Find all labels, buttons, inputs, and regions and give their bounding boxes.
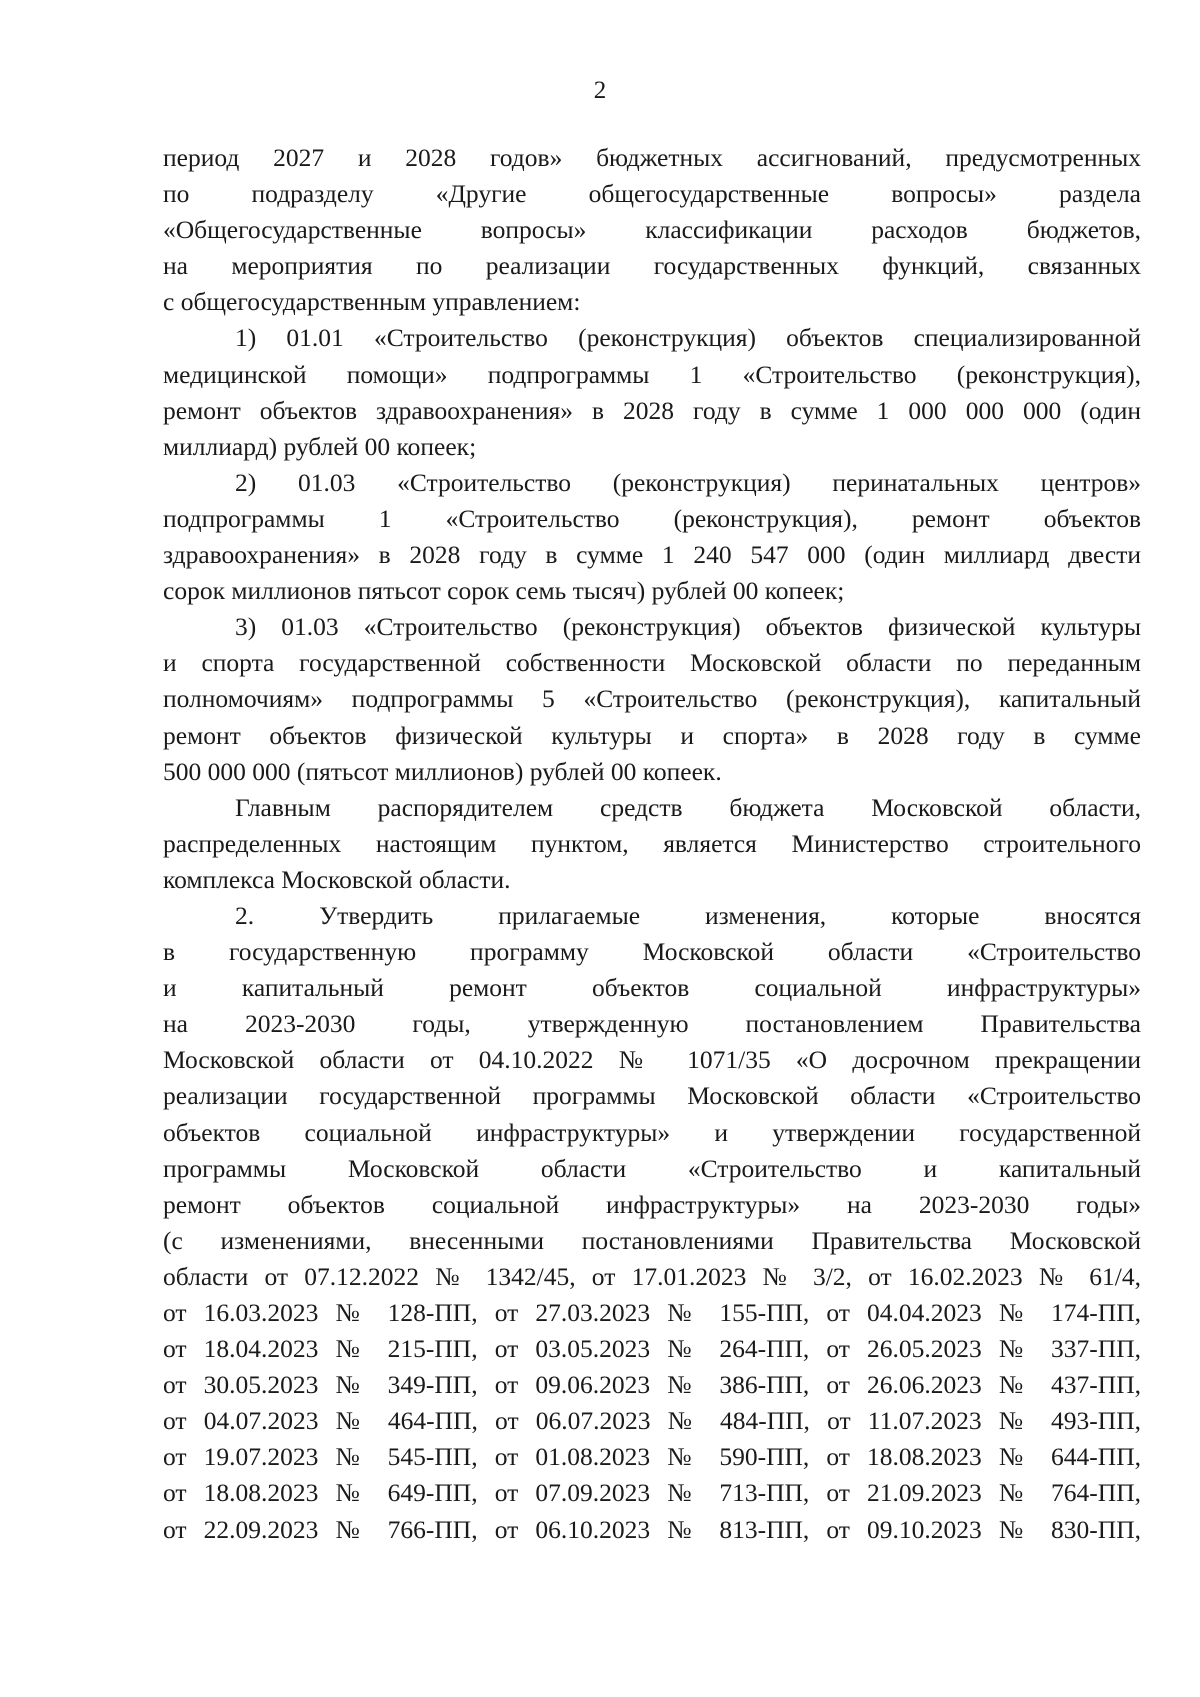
document-body: [163, 140, 1141, 1548]
paragraph: [163, 140, 1141, 320]
text-line: комплекса Московской области.: [163, 864, 511, 894]
text-line: ремонт объектов здравоохранения» в 2028 году в сумме 1 000 000 000 (один: [163, 395, 1141, 425]
text-line: и капитальный ремонт объектов социальной инфраструктуры»: [163, 973, 1141, 1003]
text-line: полномочиям» подпрограммы 5 «Строительство (реконструкция), капитальный: [163, 684, 1141, 714]
text-line: от 16.03.2023 № 128-ПП, от 27.03.2023 № 155-ПП, от 04.04.2023 № 174-ПП,: [163, 1298, 1141, 1327]
text-line: от 19.07.2023 № 545-ПП, от 01.08.2023 № 590-ПП, от 18.08.2023 № 644-ПП,: [163, 1442, 1141, 1472]
paragraph: [163, 465, 1141, 609]
text-line: на 2023-2030 годы, утвержденную постановлением Правительства: [163, 1009, 1141, 1039]
text-line: подпрограммы 1 «Строительство (реконструкция), ремонт объектов: [163, 503, 1141, 533]
text-line: ремонт объектов социальной инфраструктуры» на 2023-2030 годы»: [163, 1189, 1141, 1219]
paragraph: [163, 790, 1141, 898]
text-line: период 2027 и 2028 годов» бюджетных ассигнований, предусмотренных: [163, 143, 1141, 172]
text-line: реализации государственной программы Московской области «Строительство: [163, 1081, 1141, 1111]
text-line: от 30.05.2023 № 349-ПП, от 09.06.2023 № 386-ПП, от 26.06.2023 № 437-ПП,: [163, 1370, 1141, 1400]
text-line: ремонт объектов физической культуры и спорта» в 2028 году в сумме: [163, 720, 1141, 750]
text-line: от 18.04.2023 № 215-ПП, от 03.05.2023 № 264-ПП, от 26.05.2023 № 337-ПП,: [163, 1334, 1141, 1364]
text-line: с общегосударственным управлением:: [163, 287, 581, 317]
text-line: от 04.07.2023 № 464-ПП, от 06.07.2023 № 484-ПП, от 11.07.2023 № 493-ПП,: [163, 1406, 1141, 1436]
text-line: 500 000 000 (пятьсот миллионов) рублей 00 копеек.: [163, 756, 722, 786]
text-line: распределенных настоящим пунктом, является Министерство строительного: [163, 828, 1141, 858]
text-line: по подразделу «Другие общегосударственные вопросы» раздела: [163, 179, 1141, 209]
text-line: объектов социальной инфраструктуры» и утверждении государственной: [163, 1117, 1141, 1147]
text-line: от 22.09.2023 № 766-ПП, от 06.10.2023 № 813-ПП, от 09.10.2023 № 830-ПП,: [163, 1514, 1141, 1544]
text-line: 3) 01.03 «Строительство (реконструкция) объектов физической культуры: [235, 612, 1141, 642]
page-number: 2: [593, 77, 607, 104]
text-line: «Общегосударственные вопросы» классификации расходов бюджетов,: [163, 215, 1141, 245]
text-line: медицинской помощи» подпрограммы 1 «Строительство (реконструкция),: [163, 359, 1141, 389]
text-line: на мероприятия по реализации государственных функций, связанных: [163, 251, 1141, 281]
text-line: 2. Утвердить прилагаемые изменения, которые вносятся: [235, 900, 1141, 930]
text-line: здравоохранения» в 2028 году в сумме 1 240 547 000 (один миллиард двести: [163, 540, 1141, 570]
text-line: сорок миллионов пятьсот сорок семь тысяч) рублей 00 копеек;: [163, 576, 845, 606]
text-line: в государственную программу Московской области «Строительство: [163, 937, 1141, 967]
text-line: программы Московской области «Строительство и капитальный: [163, 1153, 1141, 1183]
text-line: 1) 01.01 «Строительство (реконструкция) объектов специализированной: [235, 323, 1141, 353]
text-line: области от 07.12.2022 № 1342/45, от 17.01.2023 № 3/2, от 16.02.2023 № 61/4,: [163, 1261, 1141, 1291]
text-line: Главным распорядителем средств бюджета Московской области,: [235, 792, 1141, 822]
text-line: миллиард) рублей 00 копеек;: [163, 431, 477, 461]
paragraph: [163, 898, 1141, 1548]
text-line: от 18.08.2023 № 649-ПП, от 07.09.2023 № 713-ПП, от 21.09.2023 № 764-ПП,: [163, 1478, 1141, 1508]
text-line: (с изменениями, внесенными постановлениями Правительства Московской: [163, 1225, 1141, 1255]
text-line: 2) 01.03 «Строительство (реконструкция) перинатальных центров»: [235, 467, 1141, 497]
paragraph: [163, 609, 1141, 789]
paragraph: [163, 320, 1141, 464]
text-line: и спорта государственной собственности Московской области по переданным: [163, 648, 1141, 678]
text-line: Московской области от 04.10.2022 № 1071/35 «О досрочном прекращении: [163, 1045, 1141, 1075]
